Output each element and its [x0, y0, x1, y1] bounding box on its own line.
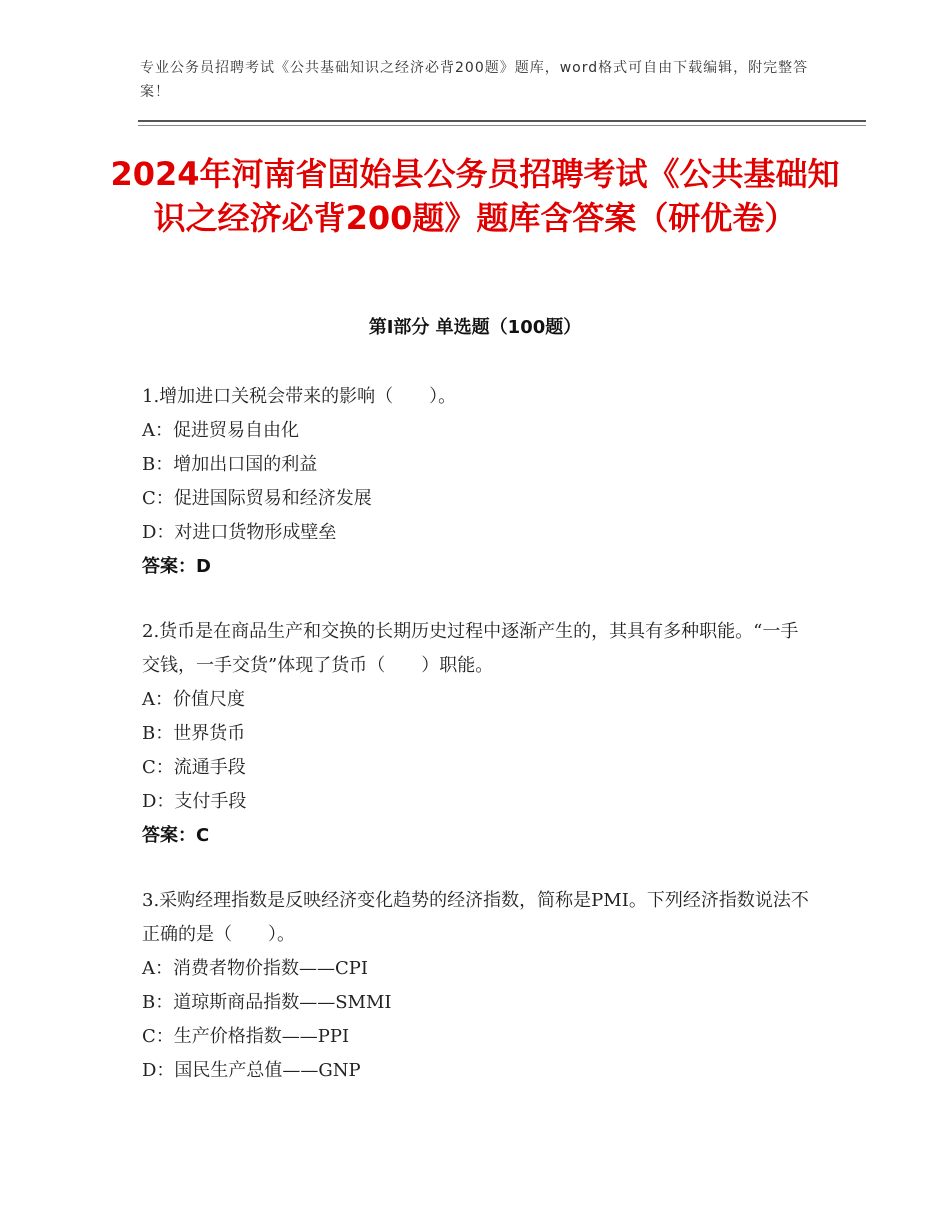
- question-list: [142, 380, 810, 1119]
- header-note: 专业公务员招聘考试《公共基础知识之经济必背200题》题库，word格式可自由下载编辑，附完整答案！: [140, 60, 809, 100]
- option-c: C：生产价格指数——PPI: [142, 1026, 350, 1047]
- option-a: A：促进贸易自由化: [142, 420, 299, 441]
- option-b: B：世界货币: [142, 723, 246, 744]
- question-1: [142, 380, 810, 584]
- question-stem: 2.货币是在商品生产和交换的长期历史过程中逐渐产生的，其具有多种职能。“一手交钱，一手交货”体现了货币（ ）职能。: [142, 621, 799, 676]
- option-d: D：国民生产总值——GNP: [142, 1060, 361, 1081]
- option-a: A：价值尺度: [142, 689, 245, 710]
- document-title: 2024年河南省固始县公务员招聘考试《公共基础知识之经济必背200题》题库含答案（研优卷）: [110, 155, 840, 237]
- question-3: [142, 884, 810, 1088]
- question-2: [142, 615, 810, 853]
- header-rule: [138, 120, 866, 122]
- section-title: 第Ⅰ部分 单选题（100题）: [368, 317, 582, 338]
- answer: 答案：C: [142, 825, 210, 846]
- answer: 答案：D: [142, 556, 211, 577]
- option-c: C：流通手段: [142, 757, 246, 778]
- option-b: B：增加出口国的利益: [142, 454, 318, 475]
- option-b: B：道琼斯商品指数——SMMI: [142, 992, 392, 1013]
- option-c: C：促进国际贸易和经济发展: [142, 488, 372, 509]
- option-d: D：支付手段: [142, 791, 247, 812]
- option-a: A：消费者物价指数——CPI: [142, 958, 368, 979]
- question-stem: 1.增加进口关税会带来的影响（ ）。: [142, 386, 457, 407]
- question-stem: 3.采购经理指数是反映经济变化趋势的经济指数，简称是PMI。下列经济指数说法不正确的是（ ）。: [142, 890, 809, 945]
- option-d: D：对进口货物形成壁垒: [142, 522, 337, 543]
- header-rule-thin: [138, 125, 866, 126]
